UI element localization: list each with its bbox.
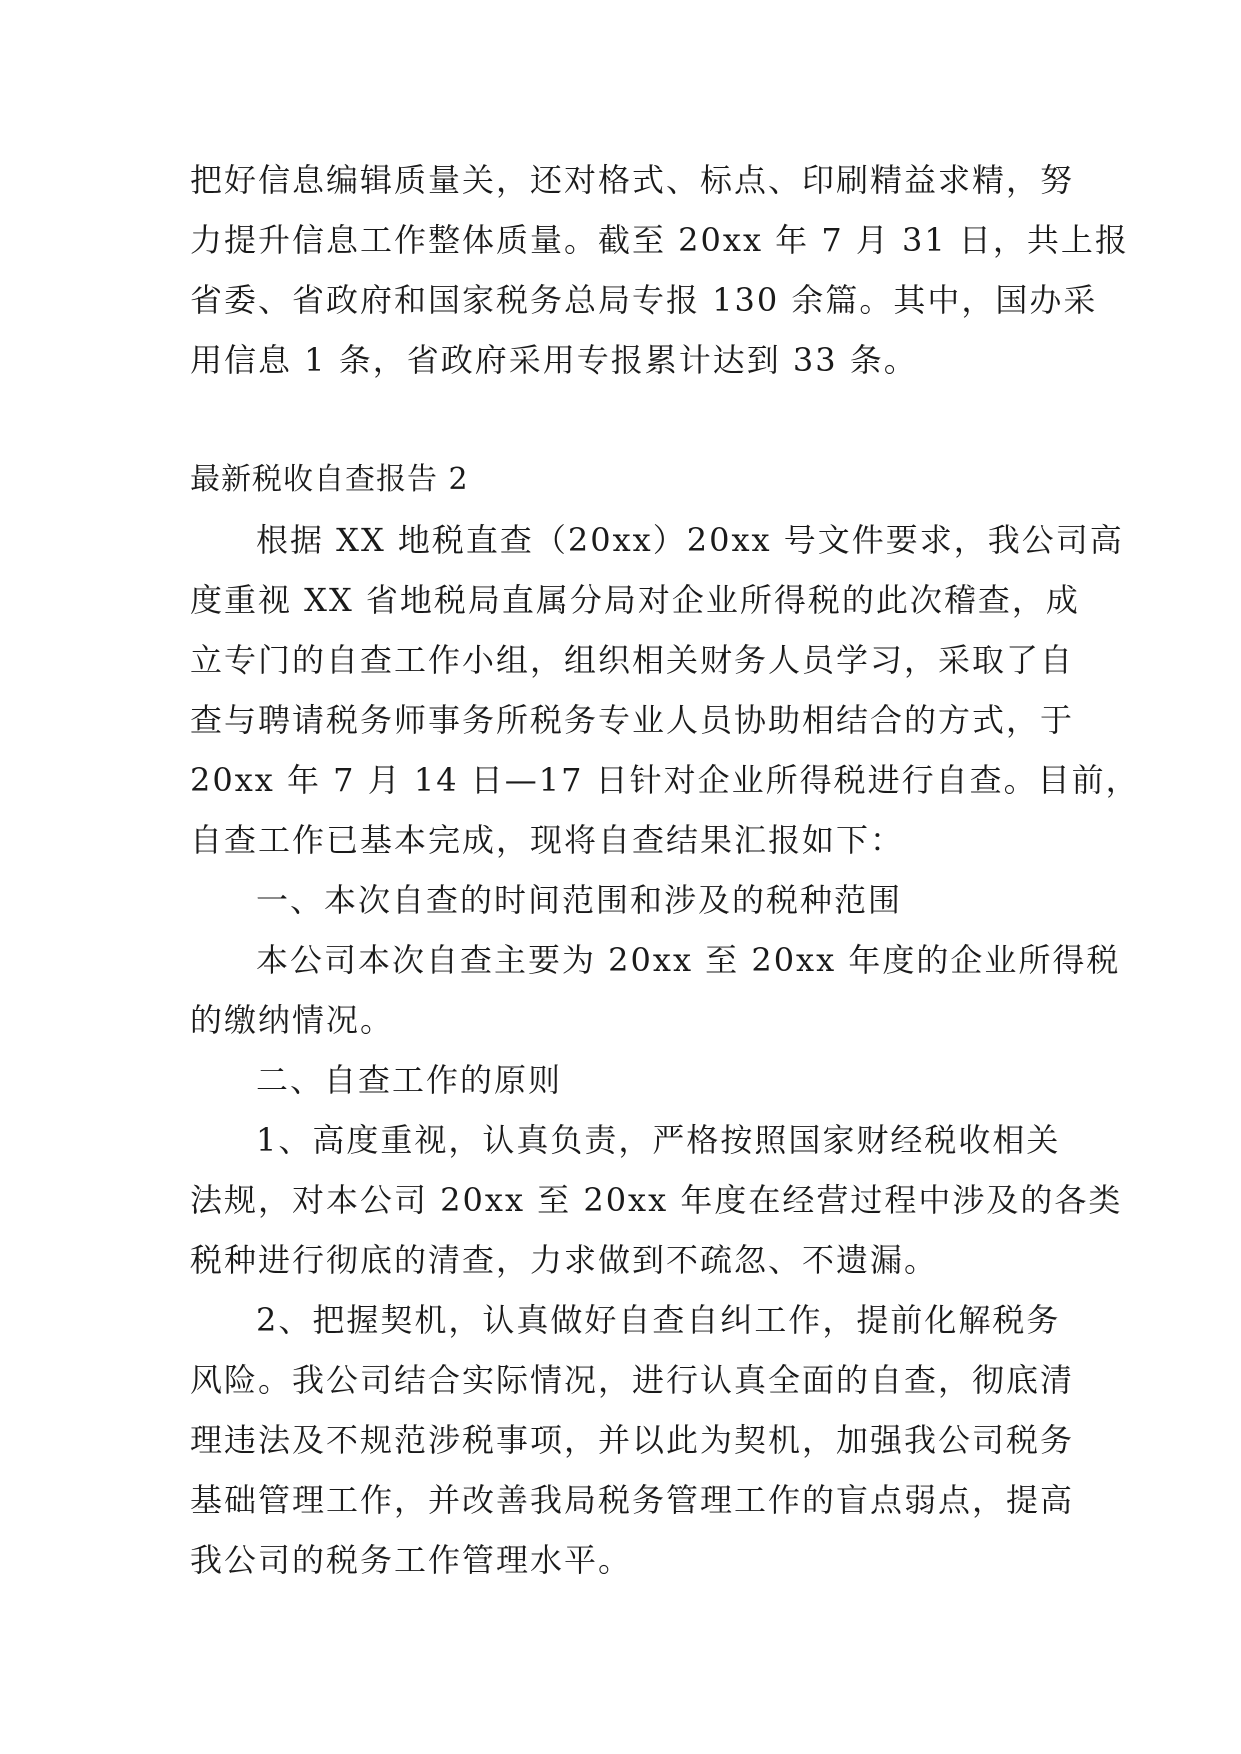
body-line-2: 度重视 XX 省地税局直属分局对企业所得税的此次稽查，成 <box>190 581 1080 619</box>
body-line-9: 的缴纳情况。 <box>190 1001 395 1039</box>
section-title: 最新税收自查报告 2 <box>190 462 469 497</box>
subheading-1: 一、本次自查的时间范围和涉及的税种范围 <box>256 881 903 919</box>
body-line-17: 基础管理工作，并改善我局税务管理工作的盲点弱点，提高 <box>190 1481 1075 1519</box>
body-line-16: 理违法及不规范涉税事项，并以此为契机，加强我公司税务 <box>190 1421 1075 1459</box>
body-line-12: 法规，对本公司 20xx 至 20xx 年度在经营过程中涉及的各类 <box>190 1181 1123 1219</box>
intro-line-3: 省委、省政府和国家税务总局专报 130 余篇。其中，国办采 <box>190 281 1098 319</box>
body-line-15: 风险。我公司结合实际情况，进行认真全面的自查，彻底清 <box>190 1361 1075 1399</box>
body-line-4: 查与聘请税务师事务所税务专业人员协助相结合的方式，于 <box>190 701 1075 739</box>
intro-paragraph <box>190 150 1129 390</box>
body-text <box>190 510 1140 1590</box>
body-line-13: 税种进行彻底的清查，力求做到不疏忽、不遗漏。 <box>190 1241 939 1279</box>
subheading-2: 二、自查工作的原则 <box>256 1061 563 1099</box>
body-line-6: 自查工作已基本完成，现将自查结果汇报如下： <box>190 821 905 859</box>
intro-line-2: 力提升信息工作整体质量。截至 20xx 年 7 月 31 日，共上报 <box>190 221 1129 259</box>
body-line-11: 1、高度重视，认真负责，严格按照国家财经税收相关 <box>256 1121 1061 1159</box>
body-line-18: 我公司的税务工作管理水平。 <box>190 1541 633 1579</box>
body-line-3: 立专门的自查工作小组，组织相关财务人员学习，采取了自 <box>190 641 1075 679</box>
body-line-8: 本公司本次自查主要为 20xx 至 20xx 年度的企业所得税 <box>256 941 1121 979</box>
intro-line-1: 把好信息编辑质量关，还对格式、标点、印刷精益求精，努 <box>190 161 1075 199</box>
body-line-1: 根据 XX 地税直查（20xx）20xx 号文件要求，我公司高 <box>256 521 1124 559</box>
body-line-14: 2、把握契机，认真做好自查自纠工作，提前化解税务 <box>256 1301 1061 1339</box>
intro-line-4: 用信息 1 条，省政府采用专报累计达到 33 条。 <box>190 341 918 379</box>
body-line-5: 20xx 年 7 月 14 日—17 日针对企业所得税进行自查。目前， <box>190 761 1140 799</box>
